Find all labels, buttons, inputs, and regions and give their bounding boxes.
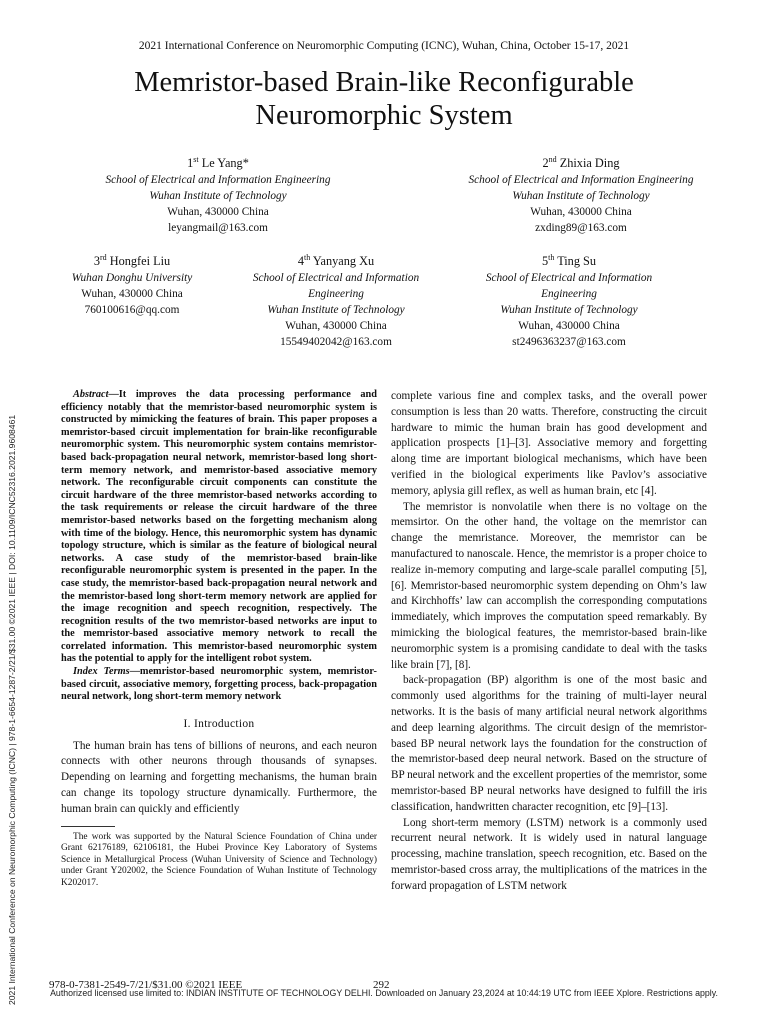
author-location-5: Wuhan, 430000 China xyxy=(518,320,620,333)
author-block-1 xyxy=(60,152,376,236)
intro-paragraph: The human brain has tens of billions of neurons, and each neuron connects with other neurons through thousands of synapses. Depending on learning and forgetting mechanisms, the human brain can change its topology structure dynamically. Furthermore, the human brain can quickly and efficiently xyxy=(61,739,377,815)
author-email-4: 15549402042@163.com xyxy=(280,336,392,349)
sidebar-doi-text: 2021 International Conference on Neuromorphic Computing (ICNC) | 978-1-6654-1287-2/21/$31.00 ©2021 IEEE | DOI: 10.1109/ICNC52316.2021.9608461 xyxy=(7,414,17,1005)
author-email-1: leyangmail@163.com xyxy=(168,222,268,235)
footer-isbn: 978-0-7381-2549-7/21/$31.00 ©2021 IEEE xyxy=(49,979,243,991)
author-location-4: Wuhan, 430000 China xyxy=(285,320,387,333)
right-paragraph-1: complete various fine and complex tasks, and the overall power consumption is less than 20 watts. Therefore, constructing the circuit hardware to mimic the human brain has good development and application prospects [1]–[3]. Associative memory and forgetting along time are important biological mechanisms, which have been verified in the biological experiments like Pavlov’s associative memory, aplysia gill reflex, as well as human brain, etc [4]. xyxy=(391,390,707,497)
index-terms: Index Terms—memristor-based neuromorphic system, memristor-based circuit, associative memory, forgetting process, back-propagation neural network, long short-term memory network xyxy=(61,666,377,703)
author-block-3 xyxy=(52,250,212,318)
section-heading-introduction: I. Introduction xyxy=(183,717,255,730)
author-location-2: Wuhan, 430000 China xyxy=(530,206,632,219)
author-affiliation-4: School of Electrical and Information xyxy=(252,272,420,285)
author-email-5: st2496363237@163.com xyxy=(512,336,626,349)
author-institute-5: Wuhan Institute of Technology xyxy=(500,304,638,317)
author-affiliation-5: School of Electrical and Information xyxy=(485,272,653,285)
author-name-4: 4th Yanyang Xu xyxy=(297,253,375,269)
author-institute-2: Wuhan Institute of Technology xyxy=(512,190,650,203)
funding-footnote: The work was supported by the Natural Science Foundation of China under Grant 62176189, 62106181, the Hubei Province Key Laboratory of Systems Science in Metallurgical Process (Wuhan University of Science and Technology) under Grant Y202002, the Science Foundation of Wuhan Institute of Technology K202017. xyxy=(61,831,377,888)
conference-header: 2021 International Conference on Neuromorphic Computing (ICNC), Wuhan, China, October 15-17, 2021 xyxy=(138,40,630,52)
author-affiliation-4b: Engineering xyxy=(308,288,364,301)
right-paragraph-3: back-propagation (BP) algorithm is one of the most basic and commonly used algorithms for the training of multi-layer neural networks. It is the basis of many artificial neural network algorithms and deep learning algorithms. The circuit design of the memristor-based BP neural network lays the foundation for the construction of the memristor-based deep neural network. Based on the structure of BP neural network and the excellent properties of the memristor, some memristor-based BP neural networks have designed to fulfill the iris classification, handwritten character recognition, etc [9]–[13]. xyxy=(391,674,707,813)
author-location-1: Wuhan, 430000 China xyxy=(167,206,269,219)
page-number: 292 xyxy=(373,979,390,991)
author-affiliation-5b: Engineering xyxy=(541,288,597,301)
author-block-5 xyxy=(466,250,672,350)
author-block-4 xyxy=(234,250,438,350)
author-name-1: 1st Le Yang* xyxy=(187,155,249,171)
author-name-2: 2nd Zhixia Ding xyxy=(542,155,620,171)
author-affiliation-3: Wuhan Donghu University xyxy=(71,272,193,285)
right-paragraph-2: The memristor is nonvolatile when there is no voltage on the memsirtor. On the other hand, the voltage on the memristor can change the memristance. Moreover, the memristor can be manufactured to nanoscale. Hence, the memristor is a proper choice to realize in-memory computing and large-scale parallel computing [5], [6]. Memristor-based neuromorphic system depending on Ohm’s law and Kirchhoffs’ law can accomplish the corresponding computations immediately, which improves the computation speed remarkably. By mimicking the biological features, the memristor-based brain-like neuromorphic system is a promising candidate to deal with the tasks like brain [7], [8]. xyxy=(391,500,707,671)
paper-title: Memristor-based Brain-like Reconfigurable Neuromorphic System xyxy=(134,67,634,131)
author-block-2 xyxy=(420,152,742,236)
abstract: Abstract—It improves the data processing performance and efficiency notably that the memristor-based neuromorphic system is constructed by mimicking the features of brain. This paper proposes a memristor-based circuit implementation for brain-like reconfigurable neuromorphic system. This neuromorphic system contains memristor-based back-propagation neural network, memristor-based long short-term memory network, and memristor-based associative memory network. The reconfigurable circuit components can constitute the circuit hardware of the three memristor-based networks according to the task requirements or release the circuit hardware of the three memristor-based networks based on the forgetting mechanism along with time of the biology. Hence, this neuromorphic system has dynamic topology structure, which is similar as the feature of biological neural networks. A case study of the memristor-based brain-like reconfigurable neuromorphic system is presented in the paper. In the case study, the memristor-based back-propagation neural network and the memristor-based long short-term memory network are applied for the image recognition and speech recognition, respectively. The recognition results of the two memristor-based networks are input to the memristor-based associative memory network to recall the correlated information. This memristor-based neuromorphic system has the potential to apply for the intelligent robot system. xyxy=(61,389,377,665)
author-affiliation-2: School of Electrical and Information Engineering xyxy=(468,174,694,187)
left-column xyxy=(61,389,377,890)
author-name-5: 5th Ting Su xyxy=(541,253,597,269)
author-email-3: 760100616@qq.com xyxy=(84,304,180,317)
right-column xyxy=(391,389,707,895)
author-institute-1: Wuhan Institute of Technology xyxy=(149,190,287,203)
footnote-rule xyxy=(61,826,115,827)
right-paragraph-4: Long short-term memory (LSTM) network is a commonly used recurrent neural network. It is widely used in natural language processing, machine translation, speech recognition, etc. Based on the memristor-based cross array, the multiplications of the matrices in the forward propagation of LSTM network xyxy=(391,816,707,892)
author-location-3: Wuhan, 430000 China xyxy=(81,288,183,301)
author-institute-4: Wuhan Institute of Technology xyxy=(267,304,405,317)
author-name-3: 3rd Hongfei Liu xyxy=(93,253,171,269)
author-affiliation-1: School of Electrical and Information Engineering xyxy=(105,174,331,187)
author-email-2: zxding89@163.com xyxy=(535,222,627,235)
license-notice: Authorized licensed use limited to: INDIAN INSTITUTE OF TECHNOLOGY DELHI. Downloaded on January 23,2024 at 10:44:19 UTC from IEEE Xplore. Restrictions apply. xyxy=(50,988,718,998)
